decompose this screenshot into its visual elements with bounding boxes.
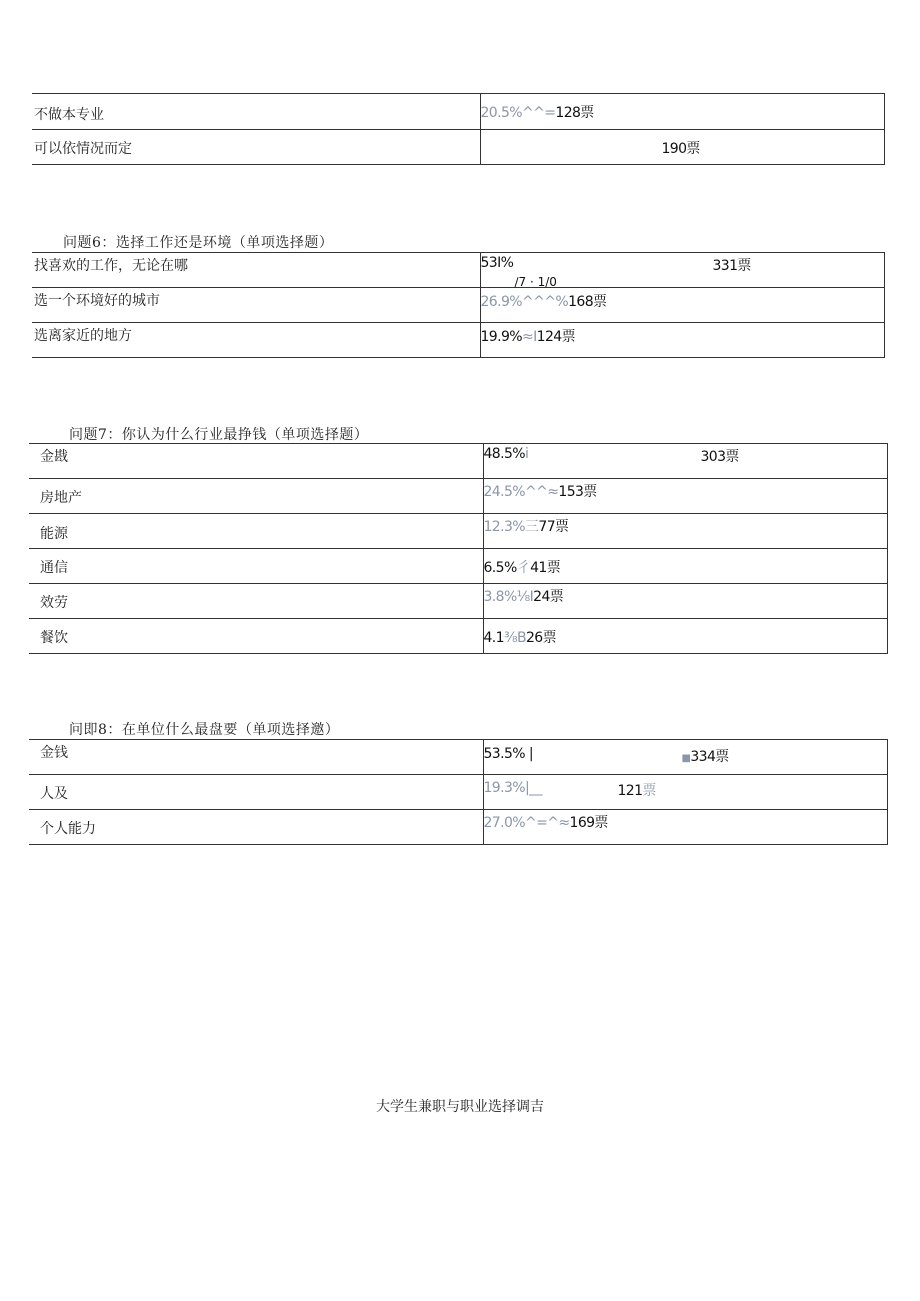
option-label: 房地产 (40, 490, 82, 506)
result-cell (483, 549, 887, 584)
percent-value: 19.3% (483, 780, 525, 796)
q8-title: 问即8：在单位什么最盘要（单项选择邀） (69, 722, 340, 738)
result-cell (480, 130, 884, 165)
percent-value: 19.9% (480, 329, 522, 345)
vote-count: 121 (617, 783, 643, 799)
result-text (484, 557, 561, 577)
option-label: 效劳 (40, 595, 68, 611)
result-cell (483, 740, 887, 775)
vote-bar: ⅛I (516, 589, 534, 605)
vote-count: 24票 (533, 589, 564, 605)
option-cell (29, 584, 483, 619)
vote-count: 41票 (530, 560, 561, 576)
option-label: 通信 (40, 560, 68, 576)
bullet-icon: ■ (681, 753, 691, 764)
vote-result (682, 746, 729, 766)
result-cell (483, 775, 887, 810)
option-cell (29, 444, 483, 479)
q7-title: 问题7：你认为什么行业最挣钱（单项选择题） (69, 427, 369, 443)
result-text (484, 586, 564, 606)
option-cell (29, 619, 483, 654)
option-label: 个人能力 (40, 821, 96, 837)
percent-value: 27.0% (483, 815, 525, 831)
vote-count: 331票 (712, 258, 751, 274)
result-text (484, 516, 569, 536)
option-cell (29, 479, 483, 514)
vote-count: 26票 (525, 630, 556, 646)
option-cell (32, 288, 480, 323)
table-row (32, 288, 884, 323)
stray-glyphs: ∕7 · 1/0 (514, 275, 557, 289)
option-cell (32, 323, 480, 358)
percent-value: 26.9% (480, 294, 522, 310)
vote-bar: | (528, 746, 533, 762)
option-cell (32, 94, 480, 130)
percent-value: 48.5% (483, 446, 525, 462)
vote-unit: 票 (642, 783, 656, 799)
option-cell (29, 549, 483, 584)
result-cell (483, 479, 887, 514)
option-label: 人及 (40, 786, 68, 802)
table-row (29, 514, 887, 549)
table-row (29, 584, 887, 619)
result-cell (483, 514, 887, 549)
percent-value: 3.8% (483, 589, 517, 605)
result-text (484, 780, 542, 796)
table-row (32, 130, 884, 165)
result-text (484, 446, 529, 462)
option-label: 餐饮 (40, 630, 68, 646)
option-label: 选一个环境好的城市 (34, 293, 160, 309)
percent-value: 53I% (480, 255, 514, 271)
vote-count: 334票 (690, 749, 729, 765)
result-cell (483, 584, 887, 619)
percent-value: 12.3% (483, 519, 525, 535)
vote-count: 77票 (538, 519, 569, 535)
page-footer: 大学生兼职与职业选择调吉 (376, 1099, 544, 1115)
percent-value: 20.5% (480, 105, 522, 121)
vote-count: 128票 (555, 105, 594, 121)
result-text (481, 326, 575, 346)
table-row (29, 619, 887, 654)
table-row (32, 94, 884, 130)
vote-bar: ^^= (521, 105, 556, 121)
result-text (484, 746, 533, 762)
percent-value: 6.5% (483, 560, 517, 576)
result-cell (483, 619, 887, 654)
result-cell (480, 253, 884, 288)
option-cell (32, 253, 480, 288)
percent-value: 24.5% (483, 484, 525, 500)
option-cell (29, 810, 483, 845)
table-row (32, 323, 884, 358)
table-row (29, 444, 887, 479)
result-text (484, 481, 597, 501)
option-cell (29, 514, 483, 549)
result-cell (480, 288, 884, 323)
vote-bar: ^^≈ (524, 484, 559, 500)
result-cell (480, 94, 884, 130)
option-label: 金戡 (40, 449, 68, 465)
vote-bar: 三 (524, 519, 539, 535)
result-cell (483, 444, 887, 479)
result-text (481, 102, 594, 122)
vote-bar: ^^^% (521, 294, 569, 310)
vote-count: 190票 (661, 141, 700, 157)
q5-table (32, 93, 885, 165)
result-cell (480, 323, 884, 358)
q6-table (32, 252, 885, 358)
result-text (484, 627, 556, 647)
vote-count: 168票 (568, 294, 607, 310)
percent-value: 53.5% (483, 746, 525, 762)
option-label: 不做本专业 (34, 107, 104, 123)
vote-result (618, 780, 656, 800)
option-cell (29, 775, 483, 810)
table-row (29, 479, 887, 514)
q8-table (29, 739, 888, 845)
option-label: 能源 (40, 526, 68, 542)
table-row (29, 775, 887, 810)
result-cell (483, 810, 887, 845)
result-text (481, 291, 607, 311)
vote-bar: ⅜B (503, 630, 526, 646)
option-cell (29, 740, 483, 775)
vote-count: 169票 (569, 815, 608, 831)
option-label: 可以依情况而定 (34, 141, 132, 157)
vote-count: 303票 (700, 449, 739, 465)
vote-bar: ^=^≈ (524, 815, 570, 831)
option-label: 选离家近的地方 (34, 328, 132, 344)
result-text (484, 812, 608, 832)
option-cell (32, 130, 480, 165)
table-row (29, 549, 887, 584)
vote-bar: i (524, 446, 529, 462)
option-label: 金钱 (40, 745, 68, 761)
vote-bar: |__ (524, 780, 542, 796)
vote-count: 124票 (536, 329, 575, 345)
percent-value: 4.1 (483, 630, 504, 646)
vote-bar: ≈I (521, 329, 537, 345)
option-label: 找喜欢的工作，无论在哪 (34, 258, 188, 274)
q6-title: 问题6：选择工作还是环境（单项选择题） (63, 235, 334, 251)
table-row (32, 253, 884, 288)
vote-count: 153票 (558, 484, 597, 500)
q7-table (29, 443, 888, 654)
vote-bar: 彳 (516, 560, 531, 576)
table-row (29, 810, 887, 845)
table-row (29, 740, 887, 775)
